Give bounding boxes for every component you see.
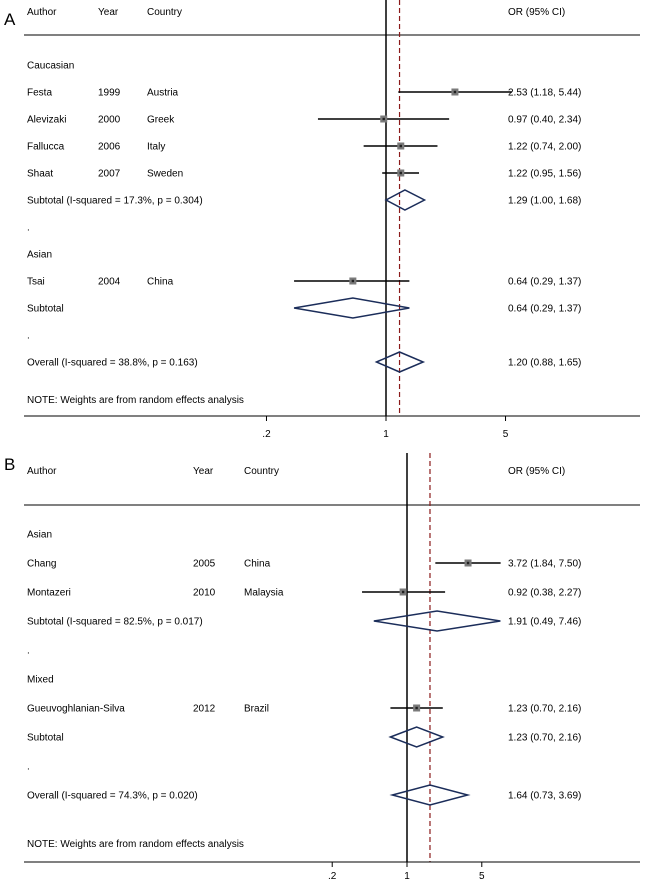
study-author: Chang [27, 558, 57, 570]
study-country: Malaysia [244, 587, 284, 599]
study-year: 2006 [98, 141, 121, 153]
subtotal-label: Subtotal (I-squared = 82.5%, p = 0.017) [27, 616, 203, 628]
study-country: Austria [147, 87, 179, 99]
header-country: Country [147, 7, 183, 18]
subtotal-diamond [294, 298, 409, 318]
study-or-ci: 1.22 (0.74, 2.00) [508, 141, 582, 153]
study-author: Gueuvoghlanian-Silva [27, 703, 125, 715]
header-year: Year [98, 7, 119, 18]
study-or-ci: 1.22 (0.95, 1.56) [508, 168, 582, 180]
subtotal-label: Subtotal (I-squared = 17.3%, p = 0.304) [27, 195, 203, 207]
group-label: Mixed [27, 674, 54, 686]
subtotal-or-ci: 0.64 (0.29, 1.37) [508, 303, 582, 315]
overall-label: Overall (I-squared = 74.3%, p = 0.020) [27, 790, 198, 802]
study-country: Greek [147, 114, 175, 126]
study-or-ci: 1.23 (0.70, 2.16) [508, 703, 582, 715]
study-author: Shaat [27, 168, 54, 180]
x-tick-label: .2 [262, 429, 271, 440]
overall-or-ci: 1.64 (0.73, 3.69) [508, 790, 582, 802]
study-author: Tsai [27, 276, 45, 288]
study-country: Sweden [147, 168, 184, 180]
point-estimate-dot [454, 91, 456, 93]
header-or: OR (95% CI) [508, 7, 566, 18]
point-estimate-dot [402, 591, 404, 593]
header-author: Author [27, 466, 57, 477]
group-separator: . [27, 645, 30, 657]
x-tick-label: 1 [404, 871, 410, 882]
header-year: Year [193, 466, 214, 477]
group-separator: . [27, 222, 30, 234]
point-estimate-dot [415, 707, 417, 709]
point-estimate-dot [400, 172, 402, 174]
study-or-ci: 0.97 (0.40, 2.34) [508, 114, 582, 126]
study-year: 2005 [193, 558, 216, 570]
study-or-ci: 0.92 (0.38, 2.27) [508, 587, 582, 599]
group-label: Asian [27, 249, 53, 261]
panel-label: A [4, 10, 16, 29]
forest-panel-b [4, 453, 640, 882]
note-text: NOTE: Weights are from random effects analysis [27, 395, 244, 406]
study-author: Alevizaki [27, 114, 67, 126]
x-tick-label: .2 [328, 871, 337, 882]
header-country: Country [244, 466, 280, 477]
study-author: Montazeri [27, 587, 71, 599]
x-tick-label: 1 [383, 429, 389, 440]
header-or: OR (95% CI) [508, 466, 566, 477]
overall-or-ci: 1.20 (0.88, 1.65) [508, 357, 582, 369]
study-country: Italy [147, 141, 166, 153]
group-separator: . [27, 330, 30, 342]
study-year: 2010 [193, 587, 216, 599]
subtotal-diamond [386, 190, 425, 210]
group-label: Asian [27, 529, 53, 541]
study-or-ci: 0.64 (0.29, 1.37) [508, 276, 582, 288]
header-author: Author [27, 7, 57, 18]
note-text: NOTE: Weights are from random effects analysis [27, 839, 244, 850]
x-tick-label: 5 [502, 429, 509, 440]
study-year: 2007 [98, 168, 121, 180]
study-author: Fallucca [27, 141, 65, 153]
study-year: 1999 [98, 87, 121, 99]
point-estimate-dot [467, 562, 469, 564]
study-year: 2004 [98, 276, 121, 288]
subtotal-or-ci: 1.23 (0.70, 2.16) [508, 732, 582, 744]
forest-panel-a [4, 0, 640, 440]
study-country: China [244, 558, 271, 570]
subtotal-or-ci: 1.91 (0.49, 7.46) [508, 616, 582, 628]
subtotal-label: Subtotal [27, 303, 64, 315]
point-estimate-dot [352, 280, 354, 282]
point-estimate-dot [400, 145, 402, 147]
group-label: Caucasian [27, 60, 75, 72]
study-author: Festa [27, 87, 53, 99]
subtotal-or-ci: 1.29 (1.00, 1.68) [508, 195, 582, 207]
group-separator: . [27, 761, 30, 773]
overall-label: Overall (I-squared = 38.8%, p = 0.163) [27, 357, 198, 369]
study-year: 2000 [98, 114, 121, 126]
subtotal-label: Subtotal [27, 732, 64, 744]
study-or-ci: 3.72 (1.84, 7.50) [508, 558, 582, 570]
study-year: 2012 [193, 703, 216, 715]
subtotal-diamond [374, 611, 501, 631]
study-country: China [147, 276, 174, 288]
point-estimate-dot [383, 118, 385, 120]
subtotal-diamond [390, 727, 442, 747]
panel-label: B [4, 455, 16, 474]
study-or-ci: 2.53 (1.18, 5.44) [508, 87, 582, 99]
x-tick-label: 5 [479, 871, 485, 882]
study-country: Brazil [244, 703, 270, 715]
